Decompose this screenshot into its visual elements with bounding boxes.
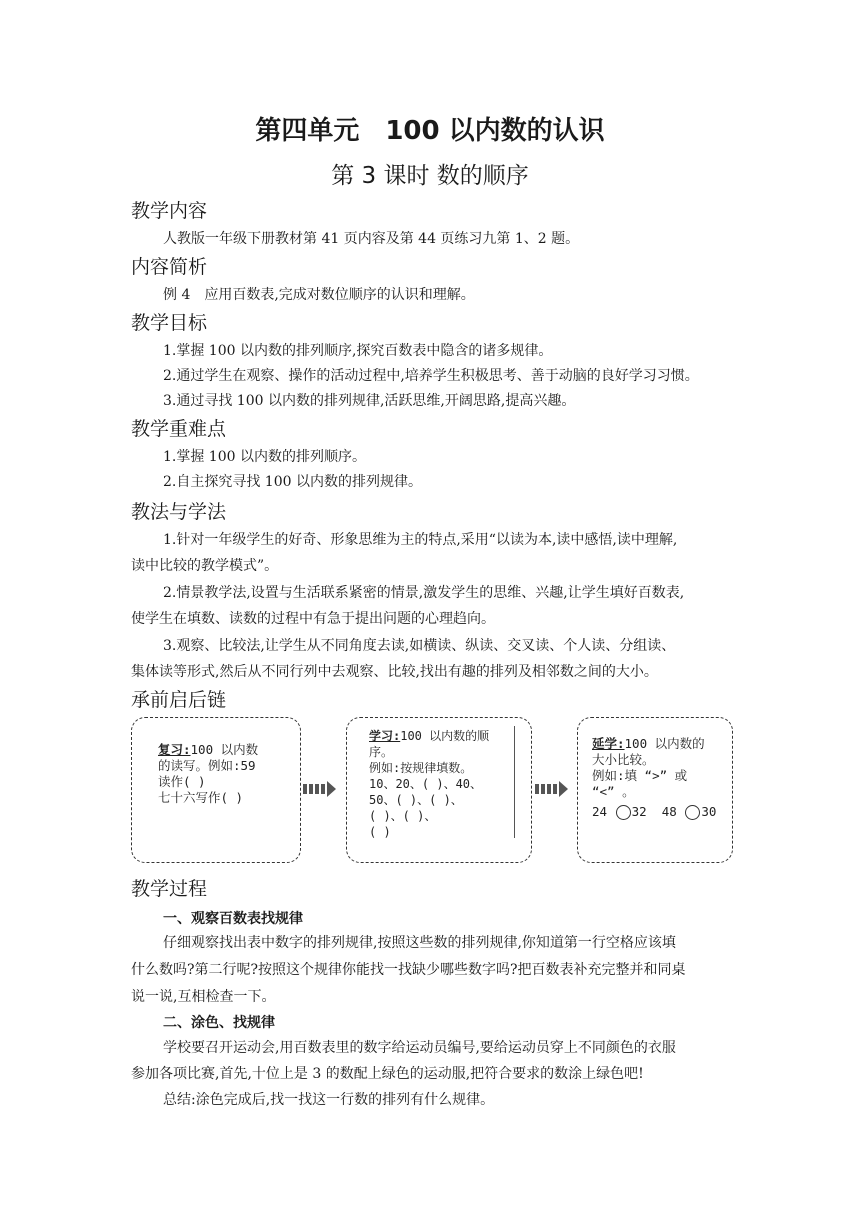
heading-process: 教学过程 <box>131 878 208 900</box>
process-step-2-text-cont: 参加各项比赛,首先,十位上是 3 的数配上绿色的运动服,把符合要求的数涂上绿色吧! <box>131 1066 644 1082</box>
blank-circle-icon <box>685 805 700 820</box>
review-line: 读作( ) <box>158 774 206 789</box>
keypoint-item: 1.掌握 100 以内数的排列顺序。 <box>163 449 366 465</box>
keypoint-item: 2.自主探究寻找 100 以内数的排列规律。 <box>163 474 422 490</box>
compare-number: 30 <box>701 804 717 819</box>
review-line: 七十六写作( ) <box>158 790 244 805</box>
page-title: 第四单元 100 以内数的认识 <box>255 116 605 146</box>
compare-number: 32 <box>631 804 647 819</box>
process-step-1-text: 仔细观察找出表中数字的排列规律,按照这些数的排列规律,你知道第一行空格应该填 <box>163 935 676 951</box>
extend-box <box>577 717 733 863</box>
goal-item: 1.掌握 100 以内数的排列顺序,探究百数表中隐含的诸多规律。 <box>163 343 553 359</box>
study-box <box>346 717 532 863</box>
extend-text <box>592 736 716 820</box>
review-text <box>158 742 258 806</box>
compare-row <box>592 804 716 820</box>
heading-links: 承前启后链 <box>131 689 227 711</box>
extend-line: “<” 。 <box>592 784 635 799</box>
heading-keypoints: 教学重难点 <box>131 418 227 440</box>
method-paragraph-1: 1.针对一年级学生的好奇、形象思维为主的特点,采用“以读为本,读中感悟,读中理解, <box>163 532 678 548</box>
method-paragraph-1-cont: 读中比较的教学模式”。 <box>131 558 279 574</box>
study-line: 50、( )、( )、 <box>369 793 463 807</box>
lesson-subtitle: 第 3 课时 数的顺序 <box>331 163 529 189</box>
heading-summary: 内容简析 <box>131 256 208 278</box>
extend-label: 延学: <box>592 736 625 751</box>
process-summary: 总结:涂色完成后,找一找这一行数的排列有什么规律。 <box>163 1092 495 1108</box>
heading-goals: 教学目标 <box>131 312 208 334</box>
arrow-right-icon <box>535 781 568 797</box>
study-line: 10、20、( )、40、 <box>369 777 483 791</box>
process-step-1-text-cont: 说一说,互相检查一下。 <box>131 989 276 1005</box>
heading-content: 教学内容 <box>131 200 208 222</box>
process-step-1-text-cont: 什么数吗?第二行呢?按照这个规律你能找一找缺少哪些数字吗?把百数表补充完整并和同桌 <box>131 962 686 978</box>
blank-circle-icon <box>616 805 631 820</box>
process-step-2-title: 二、涂色、找规律 <box>163 1015 275 1031</box>
goal-item: 3.通过寻找 100 以内数的排列规律,活跃思维,开阔思路,提高兴趣。 <box>163 393 576 409</box>
study-line: 序。 <box>369 745 394 759</box>
extend-line: 大小比较。 <box>592 752 655 767</box>
review-label: 复习: <box>158 742 191 757</box>
extend-line: 100 以内数的 <box>624 736 705 751</box>
process-step-2-text: 学校要召开运动会,用百数表里的数字给运动员编号,要给运动员穿上不同颜色的衣服 <box>163 1040 676 1056</box>
process-step-1-title: 一、观察百数表找规律 <box>163 911 303 927</box>
goal-item: 2.通过学生在观察、操作的活动过程中,培养学生积极思考、善于动脑的良好学习习惯。 <box>163 368 699 384</box>
study-label: 学习: <box>369 729 401 743</box>
summary-text: 例 4 应用百数表,完成对数位顺序的认识和理解。 <box>163 287 475 303</box>
extend-line: 例如:填 “>” 或 <box>592 768 688 783</box>
compare-number: 24 <box>592 804 608 819</box>
study-line: ( )、( )、 <box>369 809 437 823</box>
study-line: 100 以内数的顺 <box>400 729 490 743</box>
method-paragraph-2: 2.情景教学法,设置与生活联系紧密的情景,激发学生的思维、兴趣,让学生填好百数表, <box>163 585 685 601</box>
method-paragraph-3-cont: 集体读等形式,然后从不同行列中去观察、比较,找出有趣的排列及相邻数之间的大小。 <box>131 664 658 680</box>
study-text <box>369 728 489 840</box>
review-box <box>131 717 301 863</box>
method-paragraph-2-cont: 使学生在填数、读数的过程中有急于提出问题的心理趋向。 <box>131 611 495 627</box>
compare-number: 48 <box>661 804 677 819</box>
method-paragraph-3: 3.观察、比较法,让学生从不同角度去读,如横读、纵读、交叉读、个人读、分组读、 <box>163 638 676 654</box>
content-text: 人教版一年级下册教材第 41 页内容及第 44 页练习九第 1、2 题。 <box>163 231 580 247</box>
study-line: 例如:按规律填数。 <box>369 761 473 775</box>
study-line: ( ) <box>369 825 391 839</box>
review-line: 100 以内数 <box>190 742 259 757</box>
heading-methods: 教法与学法 <box>131 501 227 523</box>
review-line: 的读写。例如:59 <box>158 758 256 773</box>
divider-line <box>514 726 515 838</box>
arrow-right-icon <box>303 781 336 797</box>
